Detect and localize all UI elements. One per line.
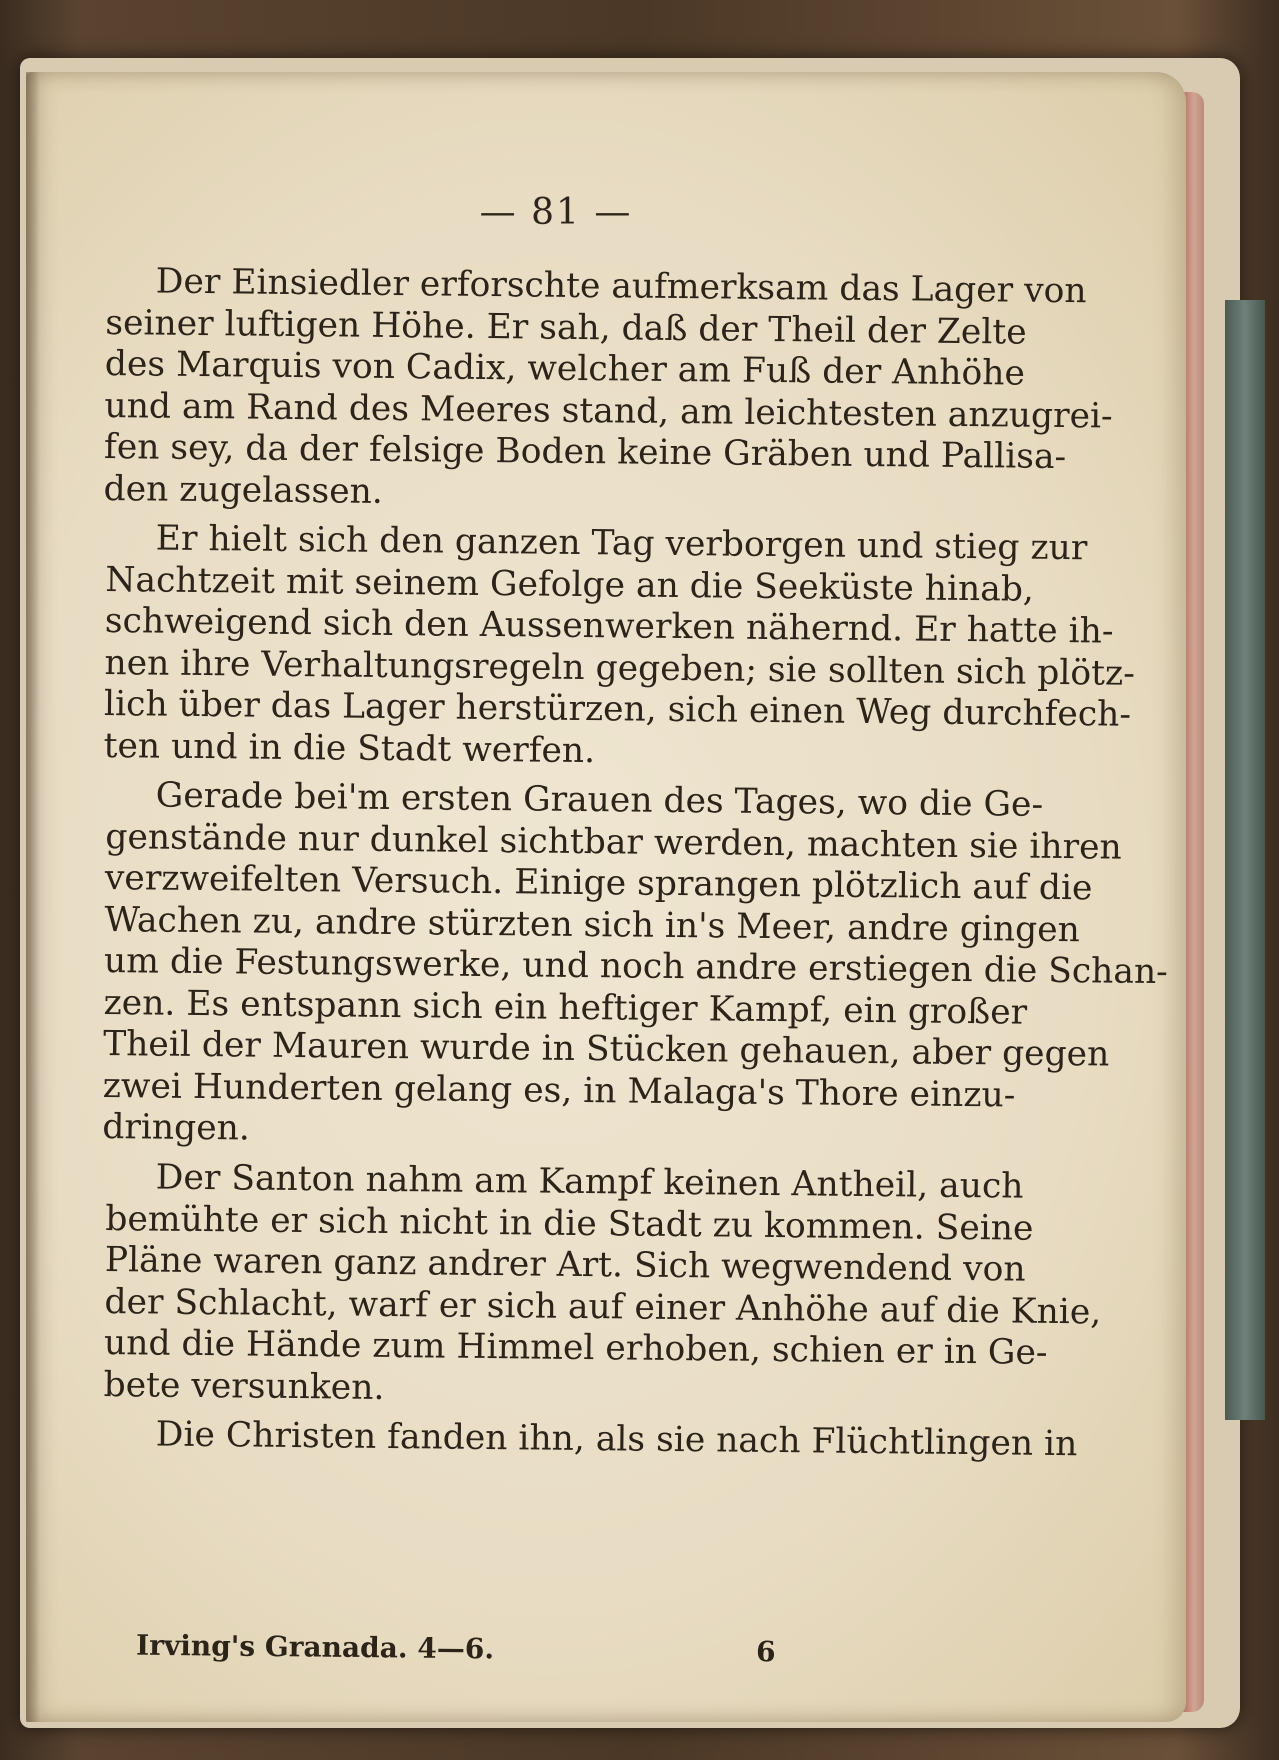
- text-line: Wachen zu, andre stürzten sich in's Meer, andre gingen: [104, 899, 1081, 950]
- text-line: bete versunken.: [103, 1363, 385, 1407]
- text-line: des Marquis von Cadix, welcher am Fuß der Anhöhe: [104, 343, 1026, 394]
- text-line: und am Rand des Meeres stand, am leichtesten anzugrei-: [104, 385, 1113, 437]
- text-line: schweigend sich den Aussenwerken nähernd. Er hatte ih-: [104, 600, 1114, 652]
- text-line: Gerade bei'm ersten Grauen des Tages, wo die Ge-: [155, 775, 1044, 825]
- text-line: zen. Es entspann sich ein heftiger Kampf, ein großer: [103, 982, 1028, 1033]
- text-line: ten und in die Stadt werfen.: [103, 725, 596, 771]
- text-line: den zugelassen.: [103, 468, 384, 512]
- footer-sheet-number: 6: [755, 1635, 776, 1669]
- text-line: Die Christen fanden ihn, als sie nach Flüchtlingen in: [155, 1414, 1078, 1464]
- paragraph: [103, 518, 1136, 776]
- footer-signature: Irving's Granada. 4—6.: [135, 1628, 495, 1666]
- text-line: fen sey, da der felsige Boden keine Gräben und Pallisa-: [103, 426, 1067, 478]
- text-line: zwei Hunderten gelang es, in Malaga's Thore einzu-: [102, 1065, 1016, 1116]
- page-footer: [136, 1629, 776, 1680]
- bookmark-edge: [1225, 300, 1265, 1420]
- text-line: und die Hände zum Himmel erhoben, schien er in Ge-: [103, 1322, 1048, 1373]
- paragraph: [106, 1414, 1078, 1465]
- page-number: — 81 —: [479, 192, 633, 233]
- page-content: [102, 192, 1169, 1464]
- page-gutter: [26, 72, 40, 1722]
- text-line: verzweifelten Versuch. Einige sprangen plötzlich auf die: [104, 857, 1093, 909]
- text-line: nen ihre Verhaltungsregeln gegeben; sie sollten sich plötz-: [104, 642, 1136, 694]
- text-line: Der Einsiedler erforschte aufmerksam das Lager von: [155, 261, 1087, 312]
- body-text: [102, 261, 1169, 1464]
- paragraph: [102, 775, 1169, 1158]
- text-line: lich über das Lager herstürzen, sich einen Weg durchfech-: [103, 683, 1132, 735]
- text-line: bemühte er sich nicht in die Stadt zu kommen. Seine: [105, 1197, 1034, 1248]
- text-line: dringen.: [102, 1106, 251, 1149]
- text-line: Theil der Mauren wurde in Stücken gehauen, aber gegen: [102, 1023, 1110, 1075]
- paragraph: [103, 1157, 1102, 1415]
- text-line: seiner luftigen Höhe. Er sah, daß der Theil der Zelte: [105, 302, 1027, 353]
- text-line: Pläne waren ganz andrer Art. Sich wegwendend von: [104, 1239, 1026, 1290]
- text-line: Er hielt sich den ganzen Tag verborgen und stieg zur: [155, 518, 1088, 569]
- text-line: Nachtzeit mit seinem Gefolge an die Seeküste hinab,: [105, 559, 1035, 610]
- text-line: der Schlacht, warf er sich auf einer Anhöhe auf die Knie,: [104, 1280, 1102, 1332]
- text-line: genstände nur dunkel sichtbar werden, machten sie ihren: [105, 816, 1122, 868]
- book-page: [26, 72, 1186, 1722]
- text-line: Der Santon nahm am Kampf keinen Antheil, auch: [155, 1157, 1024, 1207]
- text-line: um die Festungswerke, und noch andre erstiegen die Schan-: [103, 940, 1169, 993]
- paragraph: [103, 261, 1113, 519]
